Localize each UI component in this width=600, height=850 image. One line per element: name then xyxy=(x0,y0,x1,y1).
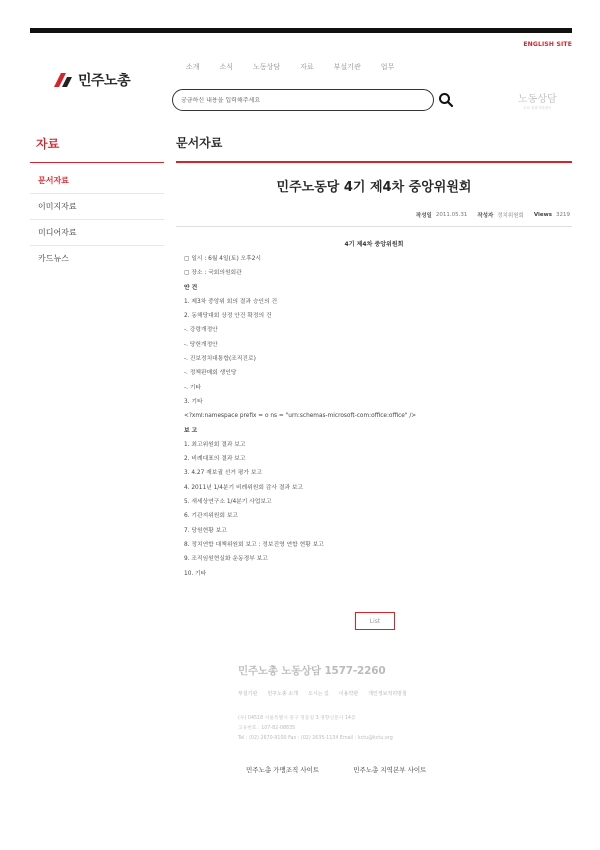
footer-link-directions[interactable]: 오시는 길 xyxy=(307,691,329,697)
search-box xyxy=(172,89,434,111)
body-line: -. 강령개정안 xyxy=(184,327,218,334)
views-label: Views xyxy=(533,212,552,218)
counsel-subtitle: 무료 법률지원센터 xyxy=(523,106,552,110)
sidebar-title: 자료 xyxy=(36,137,60,151)
nav-item-about[interactable]: 소개 xyxy=(186,63,200,71)
post-meta xyxy=(416,211,570,219)
body-line: 2. 동해당대회 상정 안건 확정의 건 xyxy=(184,313,272,320)
footer-address-line: Tel : (02) 2670-9100 Fax : (02) 2635-1134 Email : kctu@kctu.org xyxy=(238,736,393,741)
footer-address-line: 고유번호 : 107-82-08835 xyxy=(238,726,296,731)
footer-link-affiliates[interactable]: 부설기관 xyxy=(238,691,258,697)
sidebar-divider xyxy=(30,162,164,163)
nav-item-labor-counsel[interactable]: 노동상담 xyxy=(253,63,281,71)
sidebar-menu xyxy=(30,168,164,272)
footer-title: 민주노총 노동상담 1577-2260 xyxy=(238,665,386,677)
body-line: -. 정책판매회 생인당 xyxy=(184,370,237,377)
labor-counsel-link[interactable] xyxy=(518,90,557,111)
post-title: 민주노동당 4기 제4차 중앙위원회 xyxy=(276,180,472,195)
sidebar-item-documents[interactable]: 문서자료 xyxy=(30,168,164,194)
page-title: 문서자료 xyxy=(176,136,223,150)
body-line: -. 당헌개정안 xyxy=(184,341,218,348)
body-line: 6. 기관지위원회 보고 xyxy=(184,513,239,520)
body-line: <?xml:namespace prefix = o ns = "urn:schemas-microsoft-com:office:office" /> xyxy=(184,413,417,420)
post-date: 2011.05.31 xyxy=(435,212,468,218)
post-views: 3219 xyxy=(556,212,570,218)
body-line: ▢ 일시 : 6월 4일(토) 오후2시 xyxy=(184,256,262,262)
logo-mark-icon xyxy=(52,72,74,88)
meta-divider xyxy=(176,226,572,227)
logo-text: 민주노총 xyxy=(78,73,131,89)
footer-link-terms[interactable]: 이용약관 xyxy=(338,691,359,697)
body-line: 3. 기타 xyxy=(184,398,203,405)
body-line: 2. 비례대표의 결과 보고 xyxy=(184,456,246,463)
sidebar-item-media[interactable]: 미디어자료 xyxy=(30,220,164,246)
body-line: 3. 4.27 재보궐 선거 평가 보고 xyxy=(184,470,263,477)
nav-item-news[interactable]: 소식 xyxy=(219,63,234,71)
body-line: 안 건 xyxy=(184,284,198,291)
logo[interactable] xyxy=(52,70,130,90)
body-line: 4. 2011년 1/4분기 비례위원회 감사 결과 보고 xyxy=(184,484,304,491)
body-heading: 4기 제4차 중앙위원회 xyxy=(344,241,404,248)
body-line: 9. 조직임원현실화 운동경부 보고 xyxy=(184,556,268,563)
title-divider xyxy=(176,161,572,163)
post-author: 정치위원회 xyxy=(497,213,524,219)
nav-item-affiliates[interactable]: 부설기관 xyxy=(333,63,361,71)
list-button[interactable]: List xyxy=(355,612,395,630)
nav-item-resources[interactable]: 자료 xyxy=(300,63,314,71)
footer-link-privacy[interactable]: 개인정보처리방침 xyxy=(368,691,407,697)
nav-item-work[interactable]: 업무 xyxy=(380,63,395,71)
body-line: 7. 당원현황 보고 xyxy=(184,527,227,534)
counsel-title: 노동상담 xyxy=(518,94,557,105)
post-body xyxy=(184,252,416,581)
footer-links xyxy=(238,690,417,697)
top-bar xyxy=(30,28,572,33)
body-line: ▢ 장소 : 국회의원회관 xyxy=(184,270,242,277)
date-label: 작성일 xyxy=(415,213,432,219)
english-site-link[interactable]: ENGLISH SITE xyxy=(523,41,572,48)
footer-address-line: (우) 04518 서울특별시 중구 정동길 3 경향신문사 14층 xyxy=(238,716,356,721)
footer-address xyxy=(238,714,393,744)
regional-sites-link[interactable]: 민주노총 지역본부 사이트 xyxy=(353,766,427,774)
author-label: 작성자 xyxy=(477,213,494,219)
body-line: 8. 정치연합 대책위원회 보고 : 정보진영 연합 현황 보고 xyxy=(184,541,324,548)
affiliate-sites-link[interactable]: 민주노총 가맹조직 사이트 xyxy=(246,766,320,774)
footer-sites xyxy=(246,765,460,774)
body-line: -. 기타 xyxy=(184,384,201,391)
body-line: -. 진보정치대통합(조직진로) xyxy=(184,356,256,363)
body-line: 1. 최고위원회 결과 보고 xyxy=(184,441,246,448)
body-line: 1. 제3차 중앙위 회의 결과 승인의 건 xyxy=(184,298,278,305)
body-line: 보 고 xyxy=(184,427,198,434)
sidebar-item-cardnews[interactable]: 카드뉴스 xyxy=(38,254,69,263)
sidebar-item-images[interactable]: 이미지자료 xyxy=(30,194,164,220)
search-input[interactable] xyxy=(181,97,421,104)
main-nav xyxy=(186,62,414,72)
footer-link-about[interactable]: 민주노총 소개 xyxy=(267,691,298,697)
search-icon[interactable] xyxy=(438,92,454,108)
body-line: 5. 새세상연구소 1/4분기 사업보고 xyxy=(184,499,272,506)
body-line: 10. 기타 xyxy=(184,570,207,577)
